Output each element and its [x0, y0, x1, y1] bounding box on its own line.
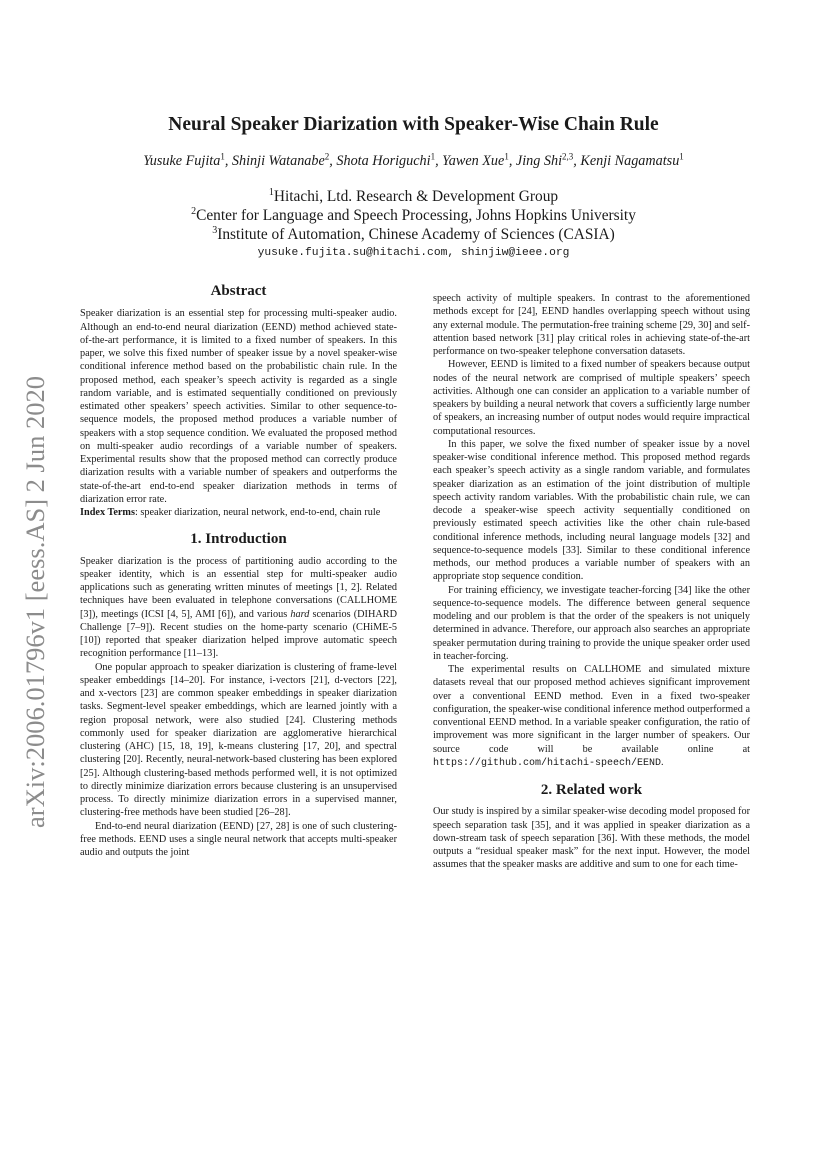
author: Yawen Xue$^1$,	[442, 151, 516, 169]
abstract-heading: Abstract	[210, 283, 267, 299]
arxiv-identifier-text: arXiv:2006.01796v1 [eess.AS] 2 Jun 2020	[20, 376, 50, 828]
paragraph: One popular approach to speaker diarization is clustering of frame-level speaker embeddings [14–20]. For instance, i-vectors [21], d-vectors [22], and x-vectors [23] are common speaker embeddings in speaker diarization tasks. Segment-level speaker embeddings, which are learned jointly with a region proposal network, were also studied [24]. Clustering methods commonly used for speaker diarization are agglomerative hierarchical clustering (AHC) [15, 18, 19], k-means clustering [17, 20], and spectral clustering [20]. Recently, neural-network-based clustering has been explored [25]. Although clustering-based methods performed well, it is not optimized to directly minimize diarization errors because clustering is an unsupervised process. To directly minimize diarization errors in a supervised manner, clustering-free methods have been studied [26–28].	[80, 661, 397, 819]
paragraph: For training efficiency, we investigate teacher-forcing [34] like the other sequence-to-sequence models. The difference between general sequence modeling and our problem is that the order of the speakers is not uniquely determined in advance. Therefore, our approach also searches an appropriate speaker permutation during training to provide the unique speaker order used in teacher-forcing.	[433, 584, 750, 662]
author: Shota Horiguchi$^1$,	[336, 151, 443, 169]
paragraph: In this paper, we solve the fixed number of speaker issue by a novel speaker-wise conditional inference method. This proposed method regards each speaker’s speech activity as a single random variable, and formulates speaker diarization as an estimation of the joint distribution of multiple speech activity random variables. With the probabilistic chain rule, we can decode a speaker-wise speech activity sequentially conditioned on previously estimated speech activities like the other chain rule-based conditional inference methods, including neural language models [32] and sequence-to-sequence models [33]. Similar to these conditional inference methods, our method produces a variable number of speakers with an appropriate stop sequence condition.	[433, 438, 750, 583]
paragraph: End-to-end neural diarization (EEND) [27, 28] is one of such clustering-free methods. EEND uses a single neural network that accepts multi-speaker audio and outputs the joint	[80, 820, 397, 858]
author: Shinji Watanabe$^2$,	[231, 151, 337, 169]
right-column	[433, 292, 750, 872]
author-list	[0, 151, 827, 170]
affiliation: $^1$Hitachi, Ltd. Research & Development Group	[268, 187, 559, 206]
source-code-link[interactable]: https://github.com/hitachi-speech/EEND	[433, 757, 662, 769]
arxiv-identifier	[14, 352, 56, 852]
index-terms: Index Terms: speaker diarization, neural network, end-to-end, chain rule	[80, 507, 381, 518]
affiliation: $^3$Institute of Automation, Chinese Academy of Sciences (CASIA)	[212, 225, 615, 244]
paragraph: However, EEND is limited to a fixed number of speakers because output nodes of the neural network are comprised of multiple speakers’ speech activities. Although one can consider an application to a variable number of speakers by building a neural network that covers a sufficiently large number of speakers, an increasing number of output nodes would require impractical computational resources.	[433, 359, 750, 437]
author: Kenji Nagamatsu$^1$	[580, 151, 684, 169]
section-heading-introduction: 1. Introduction	[190, 531, 287, 548]
paragraph: Speaker diarization is the process of partitioning audio according to the speaker identity, which is an essential step for multi-speaker audio applications such as generating written minutes of meetings [1, 2]. Related techniques have been evaluated in telephone conversations (CALLHOME [3]), meetings (ICSI [4, 5], AMI [6]), and various hard scenarios (DIHARD Challenge [7–9]). Recent studies on the home-party scenario (CHiME-5 [10]) reported that speaker diarization helped improve automatic speech recognition performance [11–13].	[80, 555, 397, 660]
author-emails: yusuke.fujita.su@hitachi.com, shinjiw@ieee.org	[257, 247, 570, 259]
section-heading-related-work: 2. Related work	[540, 782, 643, 798]
left-column	[80, 285, 397, 859]
paragraph: Our study is inspired by a similar speaker-wise decoding model proposed for speech separation task [35], and it was applied in speaker diarization as a down-stream task of speech separation [36]. With these methods, the model outputs a “residual speaker mask” for the next input. However, the model assumes that the speaker masks are additive and sum to one for each time-	[433, 806, 750, 871]
paragraph: speech activity of multiple speakers. In contrast to the aforementioned methods except for [24], EEND handles overlapping speech without using any external module. The permutation-free training scheme [29, 30] and self-attention based network [31] play critical roles in achieving state-of-the-art performance on two-speaker telephone conversation datasets.	[433, 293, 750, 357]
abstract-text: Speaker diarization is an essential step for processing multi-speaker audio. Although an end-to-end neural diarization (EEND) method achieved state-of-the-art performance, it is limited to a fixed number of speakers. In this paper, we solve this fixed number of speaker issue by a novel speaker-wise conditional inference method based on the probabilistic chain rule. In the proposed method, each speaker’s speech activity is regarded as a single random variable, and is estimated sequentially conditioned on previously estimated other speakers’ speech activities. Similar to other sequence-to-sequence models, the proposed method produces a variable number of speakers with a stop sequence condition. We evaluated the proposed method on multi-speaker audio recordings of a variable number of speakers. Experimental results show that the proposed method can correctly produce diarization results with a variable number of speakers and outperforms the state-of-the-art end-to-end speaker diarization methods in terms of diarization error rate.	[80, 308, 397, 505]
author: Yusuke Fujita$^1$,	[143, 151, 232, 169]
paper-title: Neural Speaker Diarization with Speaker-Wise Chain Rule	[168, 114, 659, 135]
affiliation: $^2$Center for Language and Speech Processing, Johns Hopkins University	[191, 206, 636, 225]
author: Jing Shi$^{2,3}$,	[515, 151, 581, 169]
paragraph: The experimental results on CALLHOME and simulated mixture datasets reveal that our proposed method achieves significant improvement over a conventional EEND method. Even in a fixed two-speaker configuration, the speaker-wise conditional inference method outperformed a conventional EEND method. In a variable speaker configuration, the ratio of improvement was more significant in the larger number of speakers. Our source code will be available online at https://github.com/hitachi-speech/EEND.	[433, 664, 750, 769]
